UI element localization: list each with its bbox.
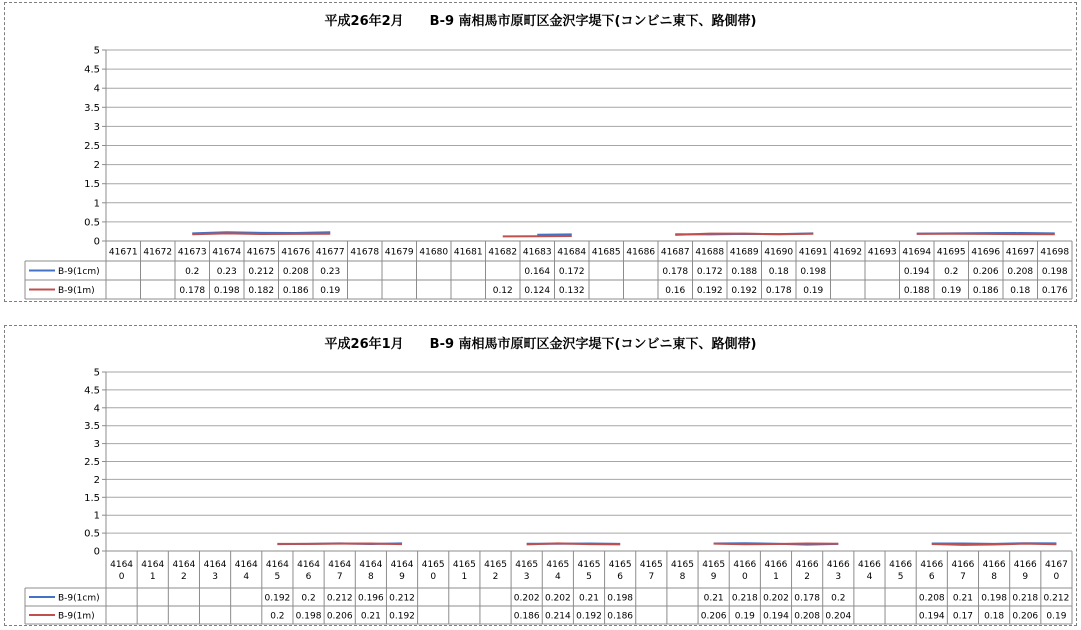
- chart-2-x-tick-label: 4165 0: [421, 560, 445, 582]
- chart-2-x-tick-label: 4165 1: [452, 560, 476, 582]
- chart-1-legend-label: B-9(1m): [58, 286, 95, 296]
- chart-2-data-label: 0.212: [1043, 593, 1070, 604]
- chart-2-x-tick-label: 4164 4: [234, 560, 258, 582]
- chart-1-y-tick-label: 0.5: [84, 217, 100, 229]
- chart-1-data-label: 0.23: [320, 267, 341, 277]
- chart-2-y-tick-label: 1.5: [84, 492, 100, 504]
- chart-2-data-label: 0.192: [264, 593, 291, 604]
- chart-2-data-label: 0.178: [794, 593, 821, 604]
- chart-2-data-label: 0.192: [389, 611, 415, 622]
- chart-1-x-tick-label: 41671: [108, 247, 138, 258]
- chart-2-x-tick-label: 4165 7: [639, 560, 663, 582]
- chart-1-x-tick-label: 41673: [177, 247, 207, 258]
- chart-2-data-label: 0.212: [326, 593, 353, 604]
- chart-2-data-label: 0.202: [763, 593, 789, 604]
- chart-1-x-tick-label: 41686: [626, 247, 656, 258]
- chart-1-series-line: [917, 234, 1055, 235]
- chart-1-data-label: 0.192: [696, 286, 723, 296]
- chart-1-data-label: 0.2: [944, 267, 959, 277]
- chart-1-x-tick-label: 41685: [591, 247, 621, 258]
- chart-2-x-tick-label: 4165 4: [546, 560, 570, 582]
- chart-1-data-label: 0.194: [903, 267, 930, 277]
- chart-2-legend-label: B-9(1m): [58, 611, 95, 622]
- chart-2-y-tick-label: 0.5: [84, 528, 100, 540]
- chart-1-x-tick-label: 41698: [1040, 247, 1070, 258]
- chart-2-x-tick-label: 4165 2: [484, 560, 507, 582]
- chart-1-x-tick-label: 41692: [833, 247, 863, 258]
- chart-1-data-label: 0.212: [248, 267, 275, 277]
- chart-2-data-label: 0.202: [513, 593, 540, 604]
- chart-2-y-tick-label: 0: [93, 546, 100, 558]
- chart-1-x-tick-label: 41691: [798, 247, 828, 258]
- chart-2-data-label: 0.19: [1046, 611, 1067, 622]
- chart-1-data-label: 0.198: [1041, 267, 1068, 277]
- chart-2-y-tick-label: 4.5: [84, 385, 100, 397]
- chart-2-x-tick-label: 4165 6: [608, 560, 632, 582]
- chart-1-data-label: 0.132: [558, 286, 585, 296]
- chart-2-data-label: 0.198: [295, 611, 322, 622]
- chart-2-x-tick-label: 4164 3: [203, 560, 227, 582]
- chart-1-series-line: [192, 233, 330, 234]
- chart-2-y-tick-label: 2.5: [84, 457, 100, 468]
- chart-1-data-label: 0.178: [662, 267, 689, 277]
- chart-2-data-label: 0.198: [981, 593, 1007, 604]
- chart-2-x-tick-label: 4166 2: [795, 560, 819, 582]
- chart-1-data-label: 0.198: [213, 286, 240, 296]
- chart-2-legend-label: B-9(1cm): [58, 593, 100, 604]
- chart-1-x-tick-label: 41684: [557, 247, 587, 258]
- chart-2-x-tick-label: 4166 8: [982, 560, 1006, 582]
- chart-1-data-label: 0.208: [1007, 267, 1034, 277]
- chart-2-data-label: 0.186: [607, 611, 634, 622]
- chart-1-y-tick-label: 0: [93, 236, 100, 248]
- chart-1-y-tick-label: 4: [93, 83, 100, 95]
- chart-1-x-tick-label: 41687: [660, 247, 690, 258]
- chart-2-data-label: 0.19: [734, 611, 755, 622]
- chart-2-x-tick-label: 4166 3: [826, 560, 850, 582]
- chart-1-x-tick-label: 41688: [695, 247, 725, 258]
- chart-2-x-tick-label: 4164 2: [172, 560, 196, 582]
- chart-1-data-label: 0.192: [731, 286, 758, 296]
- chart-2-x-tick-label: 4164 7: [328, 560, 352, 582]
- chart-1-data-label: 0.172: [696, 267, 723, 277]
- chart-1-data-label: 0.19: [941, 286, 962, 296]
- chart-2-data-label: 0.192: [576, 611, 602, 622]
- chart-1-data-label: 0.186: [282, 286, 309, 296]
- chart-2-data-label: 0.2: [831, 593, 846, 604]
- chart-2-data-label: 0.21: [360, 611, 381, 622]
- chart-2-data-label: 0.18: [984, 611, 1005, 622]
- chart-1-x-tick-label: 41690: [764, 247, 794, 258]
- chart-1-data-label: 0.208: [282, 267, 309, 277]
- chart-2-data-label: 0.208: [794, 611, 821, 622]
- chart-2-series-line: [932, 544, 1057, 545]
- chart-2-x-tick-label: 4166 9: [1013, 560, 1037, 582]
- chart-2-data-label: 0.21: [703, 593, 724, 604]
- chart-2-data-label: 0.204: [825, 611, 852, 622]
- chart-2-data-label: 0.198: [607, 593, 634, 604]
- chart-1-y-tick-label: 5: [93, 45, 100, 57]
- chart-1-x-tick-label: 41672: [143, 247, 173, 258]
- chart-2-x-tick-label: 4166 1: [764, 560, 788, 582]
- chart-1-data-label: 0.172: [558, 267, 585, 277]
- chart-2-x-tick-label: 4164 1: [141, 560, 165, 582]
- chart-2-data-label: 0.2: [270, 611, 285, 622]
- chart-2-x-tick-label: 4164 9: [390, 560, 414, 582]
- chart-2-data-label: 0.186: [513, 611, 540, 622]
- chart-1-x-tick-label: 41677: [315, 247, 345, 258]
- chart-2-data-label: 0.206: [1012, 611, 1039, 622]
- chart-2-y-tick-label: 3: [93, 439, 100, 451]
- chart-2-data-label: 0.194: [918, 611, 945, 622]
- chart-1-x-tick-label: 41689: [729, 247, 759, 258]
- chart-2-y-tick-label: 4: [93, 403, 100, 415]
- chart-1-x-tick-label: 41695: [936, 247, 966, 258]
- chart-1-y-tick-label: 1.5: [84, 179, 100, 191]
- chart-1-data-label: 0.188: [903, 286, 930, 296]
- chart-2-data-label: 0.212: [389, 593, 415, 604]
- chart-2-data-label: 0.17: [952, 611, 973, 622]
- chart-2-x-tick-label: 4164 6: [297, 560, 321, 582]
- chart-2-data-label: 0.206: [700, 611, 727, 622]
- chart-2-y-tick-label: 2: [93, 474, 100, 486]
- chart-2-series-line: [277, 543, 402, 544]
- chart-1-x-tick-label: 41674: [212, 247, 242, 258]
- chart-2-data-label: 0.214: [544, 611, 571, 622]
- chart-1-data-label: 0.178: [765, 286, 792, 296]
- chart-2-x-tick-label: 4166 5: [889, 560, 913, 582]
- chart-1-legend-label: B-9(1cm): [58, 267, 100, 277]
- chart-1-data-label: 0.18: [768, 267, 789, 277]
- chart-2-x-tick-label: 4166 7: [951, 560, 975, 582]
- chart-1-data-label: 0.18: [1010, 286, 1031, 296]
- chart-1-x-tick-label: 41679: [384, 247, 414, 258]
- line-chart-january: [5, 326, 1076, 625]
- chart-1-y-tick-label: 2: [93, 160, 100, 172]
- chart-2-y-tick-label: 5: [93, 367, 100, 379]
- line-chart-february: [5, 3, 1076, 301]
- chart-1-data-label: 0.19: [320, 286, 341, 296]
- chart-1-data-label: 0.186: [972, 286, 999, 296]
- chart-1-data-label: 0.12: [492, 286, 513, 296]
- chart-1-data-label: 0.182: [248, 286, 275, 296]
- chart-2-x-tick-label: 4165 3: [515, 560, 539, 582]
- chart-1-data-label: 0.164: [524, 267, 551, 277]
- chart-1-data-label: 0.176: [1041, 286, 1068, 296]
- chart-1-y-tick-label: 2.5: [84, 141, 100, 152]
- chart-1-data-label: 0.124: [524, 286, 551, 296]
- chart-1-data-label: 0.19: [803, 286, 824, 296]
- chart-2-data-label: 0.218: [731, 593, 758, 604]
- chart-2-x-tick-label: 4166 4: [857, 560, 881, 582]
- chart-2-data-label: 0.208: [918, 593, 945, 604]
- chart-2-data-label: 0.196: [357, 593, 384, 604]
- chart-1-x-tick-label: 41696: [971, 247, 1001, 258]
- chart-2-x-tick-label: 4165 5: [577, 560, 601, 582]
- chart-panel-february: [4, 2, 1077, 302]
- chart-1-y-tick-label: 1: [93, 198, 100, 210]
- chart-1-data-label: 0.206: [972, 267, 999, 277]
- chart-1-data-label: 0.23: [216, 267, 237, 277]
- chart-2-data-label: 0.218: [1012, 593, 1039, 604]
- chart-1-x-tick-label: 41676: [281, 247, 311, 258]
- chart-2-data-label: 0.202: [544, 593, 571, 604]
- chart-1-x-tick-label: 41682: [488, 247, 518, 258]
- chart-2-x-tick-label: 4164 8: [359, 560, 383, 582]
- chart-1-data-label: 0.188: [731, 267, 758, 277]
- chart-2-data-label: 0.2: [301, 593, 316, 604]
- chart-2-x-tick-label: 4164 0: [110, 560, 134, 582]
- chart-2-x-tick-label: 4167 0: [1044, 560, 1068, 582]
- chart-2-x-tick-label: 4164 5: [265, 560, 289, 582]
- chart-2-series-line: [527, 543, 620, 544]
- chart-1-data-label: 0.2: [185, 267, 200, 277]
- chart-2-data-label: 0.194: [763, 611, 789, 622]
- chart-1-data-label: 0.178: [179, 286, 206, 296]
- chart-1-x-tick-label: 41675: [246, 247, 276, 258]
- chart-1-x-tick-label: 41678: [350, 247, 380, 258]
- chart-2-y-tick-label: 1: [93, 510, 100, 522]
- chart-1-x-tick-label: 41680: [419, 247, 449, 258]
- chart-panel-january: [4, 325, 1077, 626]
- chart-1-x-tick-label: 41697: [1005, 247, 1035, 258]
- chart-2-data-label: 0.21: [952, 593, 973, 604]
- chart-1-title: 平成26年2月 B-9 南相馬市原町区金沢字堤下(コンビニ東下、路側帯): [324, 14, 757, 29]
- chart-2-x-tick-label: 4165 8: [671, 560, 694, 582]
- chart-1-data-label: 0.198: [800, 267, 827, 277]
- chart-1-y-tick-label: 3: [93, 121, 100, 133]
- chart-2-x-tick-label: 4166 6: [920, 560, 944, 582]
- chart-1-x-tick-label: 41681: [453, 247, 483, 258]
- chart-1-data-label: 0.16: [665, 286, 686, 296]
- chart-2-y-tick-label: 3.5: [84, 421, 100, 433]
- chart-1-x-tick-label: 41694: [902, 247, 932, 258]
- chart-2-data-label: 0.206: [326, 611, 353, 622]
- chart-1-x-tick-label: 41683: [522, 247, 552, 258]
- chart-1-y-tick-label: 3.5: [84, 102, 100, 114]
- chart-2-data-label: 0.21: [578, 593, 600, 604]
- chart-1-x-tick-label: 41693: [867, 247, 897, 258]
- chart-2-title: 平成26年1月 B-9 南相馬市原町区金沢字堤下(コンビニ東下、路側帯): [324, 337, 757, 352]
- chart-2-x-tick-label: 4166 0: [733, 560, 757, 582]
- chart-2-x-tick-label: 4165 9: [702, 560, 726, 582]
- chart-2-series-line: [714, 544, 839, 545]
- chart-1-y-tick-label: 4.5: [84, 64, 100, 76]
